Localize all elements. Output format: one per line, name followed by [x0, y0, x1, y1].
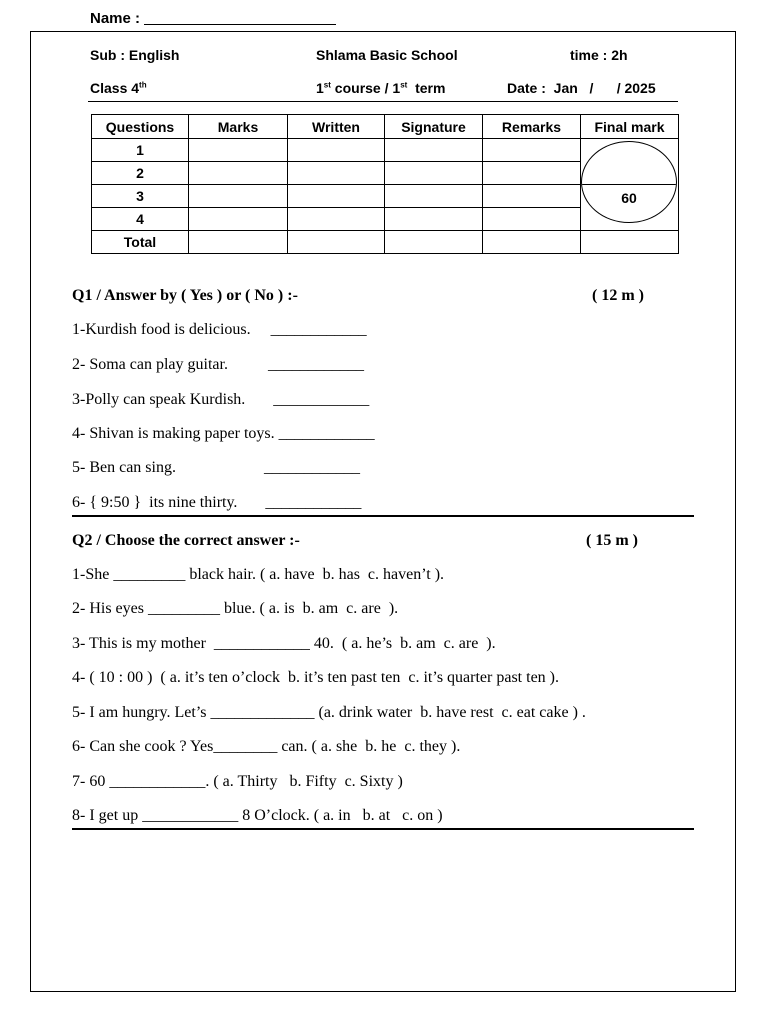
- signature-cell[interactable]: [385, 231, 483, 254]
- signature-cell[interactable]: [385, 208, 483, 231]
- q2-item: 8- I get up ____________ 8 O’clock. ( a. in b. at c. on ): [72, 807, 443, 824]
- time-label: time : 2h: [570, 47, 628, 63]
- final-grade-oval: [581, 141, 677, 223]
- name-field: [90, 10, 336, 27]
- q1-title: Q1 / Answer by ( Yes ) or ( No ) :-: [72, 287, 298, 304]
- date-label: Date : Jan / / 2025: [507, 80, 656, 96]
- remarks-cell[interactable]: [483, 162, 581, 185]
- q1-item: 1-Kurdish food is delicious. ____________: [72, 321, 367, 338]
- marks-cell[interactable]: [189, 185, 288, 208]
- q2-item: 6- Can she cook ? Yes________ can. ( a. she b. he c. they ).: [72, 738, 461, 755]
- signature-cell[interactable]: [385, 162, 483, 185]
- marks-cell[interactable]: [189, 208, 288, 231]
- question-number: 1: [92, 139, 189, 162]
- written-cell[interactable]: [288, 231, 385, 254]
- school-name: Shlama Basic School: [316, 47, 458, 63]
- q2-title: Q2 / Choose the correct answer :-: [72, 532, 300, 549]
- written-cell[interactable]: [288, 162, 385, 185]
- question-number: 2: [92, 162, 189, 185]
- table-header-row: [92, 115, 679, 139]
- course-term-label: 1st course / 1st term: [316, 80, 446, 96]
- header-written: Written: [288, 115, 385, 139]
- section-divider: [72, 515, 694, 517]
- marks-cell[interactable]: [189, 231, 288, 254]
- final-mark-value: 60: [621, 190, 637, 206]
- q2-marks: ( 15 m ): [586, 532, 638, 549]
- name-label: Name :: [90, 10, 141, 27]
- question-number: 3: [92, 185, 189, 208]
- header-remarks: Remarks: [483, 115, 581, 139]
- table-row: [92, 231, 679, 254]
- q2-item: 7- 60 ____________. ( a. Thirty b. Fifty c. Sixty ): [72, 773, 403, 790]
- q2-item: 1-She _________ black hair. ( a. have b. has c. haven’t ).: [72, 566, 445, 583]
- written-cell[interactable]: [288, 208, 385, 231]
- written-cell[interactable]: [288, 185, 385, 208]
- question-number: 4: [92, 208, 189, 231]
- q2-item: 4- ( 10 : 00 ) ( a. it’s ten o’clock b. it’s ten past ten c. it’s quarter past ten ).: [72, 669, 559, 686]
- signature-cell[interactable]: [385, 185, 483, 208]
- name-blank-line[interactable]: [144, 10, 336, 25]
- q1-item: 6- { 9:50 } its nine thirty. ____________: [72, 494, 362, 511]
- q1-item: 3-Polly can speak Kurdish. ____________: [72, 391, 370, 408]
- subject-label: Sub : English: [90, 47, 180, 63]
- header-marks: Marks: [189, 115, 288, 139]
- oval-divider: [582, 184, 676, 185]
- remarks-cell[interactable]: [483, 139, 581, 162]
- signature-cell[interactable]: [385, 139, 483, 162]
- q1-item: 5- Ben can sing. ____________: [72, 459, 360, 476]
- total-label: Total: [92, 231, 189, 254]
- header-final-mark: Final mark: [581, 115, 679, 139]
- final-total-cell[interactable]: [581, 231, 679, 254]
- marks-cell[interactable]: [189, 139, 288, 162]
- remarks-cell[interactable]: [483, 185, 581, 208]
- header-divider: [88, 101, 678, 102]
- q1-marks: ( 12 m ): [592, 287, 644, 304]
- q1-item: 4- Shivan is making paper toys. ____________: [72, 425, 375, 442]
- marks-cell[interactable]: [189, 162, 288, 185]
- remarks-cell[interactable]: [483, 208, 581, 231]
- header-questions: Questions: [92, 115, 189, 139]
- class-label: Class 4th: [90, 80, 147, 96]
- q2-item: 3- This is my mother ____________ 40. ( a. he’s b. am c. are ).: [72, 635, 496, 652]
- remarks-cell[interactable]: [483, 231, 581, 254]
- q2-item: 5- I am hungry. Let’s _____________ (a. drink water b. have rest c. eat cake ) .: [72, 704, 586, 721]
- written-cell[interactable]: [288, 139, 385, 162]
- q1-item: 2- Soma can play guitar. ____________: [72, 356, 364, 373]
- header-signature: Signature: [385, 115, 483, 139]
- section-divider: [72, 828, 694, 830]
- q2-item: 2- His eyes _________ blue. ( a. is b. am c. are ).: [72, 600, 399, 617]
